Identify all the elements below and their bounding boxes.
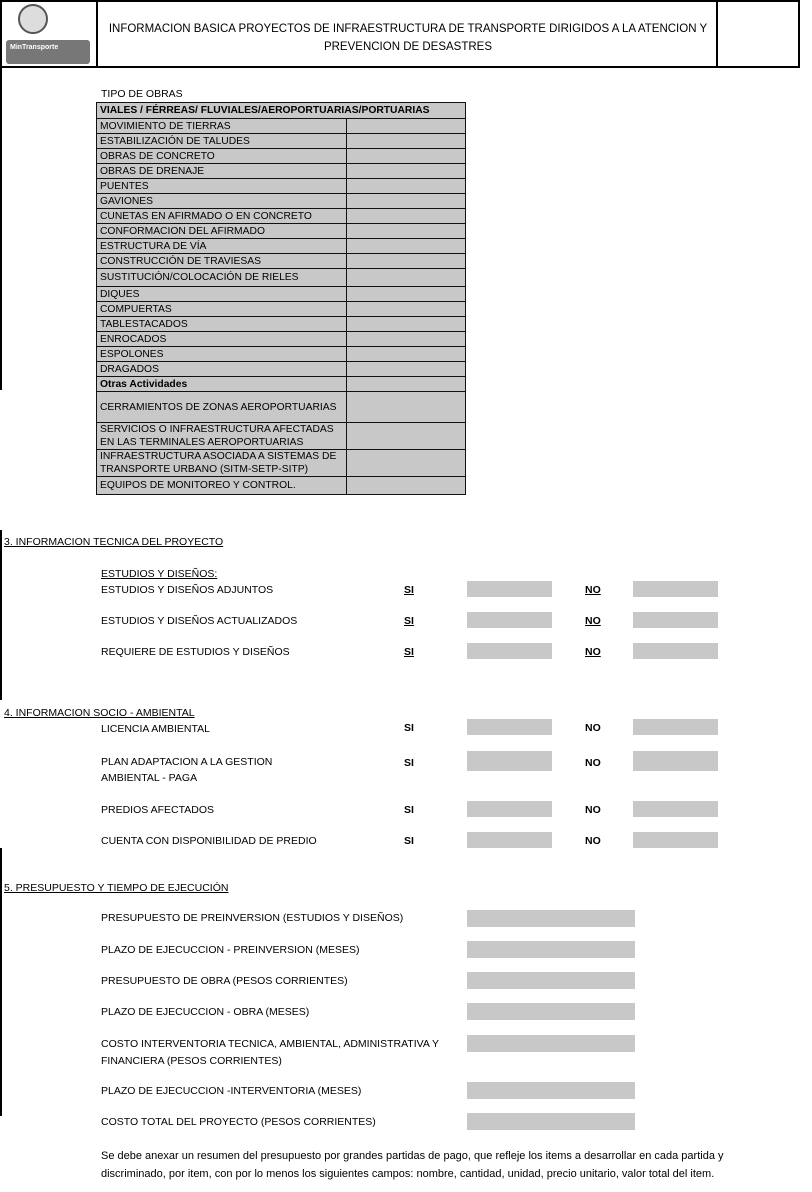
obra-label: COMPUERTAS bbox=[97, 302, 347, 317]
ministry-logo bbox=[6, 40, 90, 64]
obra-label: SUSTITUCIÓN/COLOCACIÓN DE RIELES bbox=[97, 269, 347, 287]
obra-label: Otras Actividades bbox=[97, 377, 347, 392]
no-field[interactable] bbox=[633, 719, 718, 735]
row-label: PREDIOS AFECTADOS bbox=[101, 804, 214, 816]
section-5-title: 5. PRESUPUESTO Y TIEMPO DE EJECUCIÓN bbox=[4, 882, 229, 894]
obra-value-cell[interactable] bbox=[347, 119, 466, 134]
obra-label: CONFORMACION DEL AFIRMADO bbox=[97, 224, 347, 239]
no-label: NO bbox=[585, 584, 601, 596]
obra-value-cell[interactable] bbox=[347, 224, 466, 239]
no-label: NO bbox=[585, 646, 601, 658]
obra-value-cell[interactable] bbox=[347, 287, 466, 302]
si-label: SI bbox=[404, 615, 414, 627]
header-divider bbox=[716, 0, 718, 68]
obra-label: GAVIONES bbox=[97, 194, 347, 209]
obra-label: ESTRUCTURA DE VÍA bbox=[97, 239, 347, 254]
obra-label: CERRAMIENTOS DE ZONAS AEROPORTUARIAS bbox=[97, 392, 347, 423]
obra-value-cell[interactable] bbox=[347, 392, 466, 423]
section-3-subtitle: ESTUDIOS Y DISEÑOS: bbox=[101, 568, 218, 580]
coat-of-arms-icon bbox=[18, 4, 48, 34]
obra-value-cell[interactable] bbox=[347, 377, 466, 392]
obra-label: OBRAS DE CONCRETO bbox=[97, 149, 347, 164]
si-field[interactable] bbox=[467, 832, 552, 848]
obra-label: OBRAS DE DRENAJE bbox=[97, 164, 347, 179]
budget-field[interactable] bbox=[467, 1113, 635, 1130]
si-field[interactable] bbox=[467, 751, 552, 771]
obra-label: ENROCADOS bbox=[97, 332, 347, 347]
obra-label: ESPOLONES bbox=[97, 347, 347, 362]
margin-line bbox=[0, 68, 2, 390]
row-label: PLAN ADAPTACION A LA GESTION AMBIENTAL - PAGA bbox=[101, 756, 273, 784]
obra-value-cell[interactable] bbox=[347, 347, 466, 362]
no-field[interactable] bbox=[633, 801, 718, 817]
obra-value-cell[interactable] bbox=[347, 134, 466, 149]
no-field[interactable] bbox=[633, 643, 718, 659]
obra-value-cell[interactable] bbox=[347, 164, 466, 179]
no-field[interactable] bbox=[633, 581, 718, 597]
obra-label: DIQUES bbox=[97, 287, 347, 302]
no-label: NO bbox=[585, 835, 601, 847]
header-divider bbox=[96, 0, 98, 68]
row-label: PLAZO DE EJECUCCION -INTERVENTORIA (MESES) bbox=[101, 1085, 362, 1097]
obra-value-cell[interactable] bbox=[347, 302, 466, 317]
obra-value-cell[interactable] bbox=[347, 179, 466, 194]
no-field[interactable] bbox=[633, 751, 718, 771]
si-label: SI bbox=[404, 722, 414, 734]
tipo-obras-header: VIALES / FÉRREAS/ FLUVIALES/AEROPORTUARIAS/PORTUARIAS bbox=[97, 103, 466, 119]
obra-value-cell[interactable] bbox=[347, 149, 466, 164]
budget-field[interactable] bbox=[467, 941, 635, 958]
obra-value-cell[interactable] bbox=[347, 423, 466, 450]
obra-value-cell[interactable] bbox=[347, 209, 466, 224]
row-label: PRESUPUESTO DE OBRA (PESOS CORRIENTES) bbox=[101, 975, 348, 987]
obra-label: CUNETAS EN AFIRMADO O EN CONCRETO bbox=[97, 209, 347, 224]
row-label: LICENCIA AMBIENTAL bbox=[101, 723, 210, 735]
si-label: SI bbox=[404, 757, 414, 769]
row-label: CUENTA CON DISPONIBILIDAD DE PREDIO bbox=[101, 835, 317, 847]
page-title: INFORMACION BASICA PROYECTOS DE INFRAESTRUCTURA DE TRANSPORTE DIRIGIDOS A LA ATENCION Y PREVENCION DE DESASTRES bbox=[108, 23, 708, 53]
obra-label: INFRAESTRUCTURA ASOCIADA A SISTEMAS DE TRANSPORTE URBANO (SITM-SETP-SITP) bbox=[97, 450, 347, 477]
obra-value-cell[interactable] bbox=[347, 450, 466, 477]
tipo-obras-label: TIPO DE OBRAS bbox=[101, 88, 183, 100]
si-field[interactable] bbox=[467, 612, 552, 628]
budget-field[interactable] bbox=[467, 972, 635, 989]
obra-label: MOVIMIENTO DE TIERRAS bbox=[97, 119, 347, 134]
si-field[interactable] bbox=[467, 801, 552, 817]
margin-line bbox=[0, 848, 2, 1116]
budget-field[interactable] bbox=[467, 1035, 635, 1052]
obra-label: SERVICIOS O INFRAESTRUCTURA AFECTADAS EN LAS TERMINALES AEROPORTUARIAS bbox=[97, 423, 347, 450]
obra-label: TABLESTACADOS bbox=[97, 317, 347, 332]
si-field[interactable] bbox=[467, 643, 552, 659]
no-field[interactable] bbox=[633, 612, 718, 628]
no-label: NO bbox=[585, 804, 601, 816]
section-4-title: 4. INFORMACION SOCIO - AMBIENTAL bbox=[4, 707, 195, 719]
si-label: SI bbox=[404, 835, 414, 847]
obra-value-cell[interactable] bbox=[347, 254, 466, 269]
logo-text: MinTransporte bbox=[10, 44, 59, 51]
obra-label: CONSTRUCCIÓN DE TRAVIESAS bbox=[97, 254, 347, 269]
footer-note: Se debe anexar un resumen del presupuesto por grandes partidas de pago, que refleje los items a desarrollar en cada partida y discriminado, por item, con por lo menos los siguientes campos: nombre, cantidad, unidad, precio unitario, valor total del item. bbox=[101, 1150, 724, 1180]
obra-label: PUENTES bbox=[97, 179, 347, 194]
row-label: COSTO INTERVENTORIA TECNICA, AMBIENTAL, ADMINISTRATIVA Y FINANCIERA (PESOS CORRIENTES) bbox=[101, 1038, 439, 1067]
row-label: PLAZO DE EJECUCCION - PREINVERSION (MESES) bbox=[101, 944, 360, 956]
obra-value-cell[interactable] bbox=[347, 269, 466, 287]
si-label: SI bbox=[404, 584, 414, 596]
no-field[interactable] bbox=[633, 832, 718, 848]
no-label: NO bbox=[585, 722, 601, 734]
obra-value-cell[interactable] bbox=[347, 194, 466, 209]
row-label: PLAZO DE EJECUCCION - OBRA (MESES) bbox=[101, 1006, 310, 1018]
obra-label: ESTABILIZACIÓN DE TALUDES bbox=[97, 134, 347, 149]
section-3-title: 3. INFORMACION TECNICA DEL PROYECTO bbox=[4, 536, 224, 548]
row-label: ESTUDIOS Y DISEÑOS ACTUALIZADOS bbox=[101, 615, 298, 627]
tipo-obras-table bbox=[96, 102, 466, 495]
margin-line bbox=[0, 530, 2, 700]
si-field[interactable] bbox=[467, 719, 552, 735]
si-label: SI bbox=[404, 804, 414, 816]
row-label: ESTUDIOS Y DISEÑOS ADJUNTOS bbox=[101, 584, 274, 596]
no-label: NO bbox=[585, 757, 601, 769]
budget-field[interactable] bbox=[467, 910, 635, 927]
obra-label: DRAGADOS bbox=[97, 362, 347, 377]
row-label: COSTO TOTAL DEL PROYECTO (PESOS CORRIENTES) bbox=[101, 1116, 376, 1128]
budget-field[interactable] bbox=[467, 1003, 635, 1020]
obra-value-cell[interactable] bbox=[347, 332, 466, 347]
si-label: SI bbox=[404, 646, 414, 658]
budget-field[interactable] bbox=[467, 1082, 635, 1099]
obra-value-cell[interactable] bbox=[347, 317, 466, 332]
obra-value-cell[interactable] bbox=[347, 239, 466, 254]
obra-label: EQUIPOS DE MONITOREO Y CONTROL. bbox=[97, 477, 347, 495]
obra-value-cell[interactable] bbox=[347, 477, 466, 495]
si-field[interactable] bbox=[467, 581, 552, 597]
obra-value-cell[interactable] bbox=[347, 362, 466, 377]
no-label: NO bbox=[585, 615, 601, 627]
row-label: PRESUPUESTO DE PREINVERSION (ESTUDIOS Y DISEÑOS) bbox=[101, 912, 404, 924]
row-label: REQUIERE DE ESTUDIOS Y DISEÑOS bbox=[101, 646, 290, 658]
